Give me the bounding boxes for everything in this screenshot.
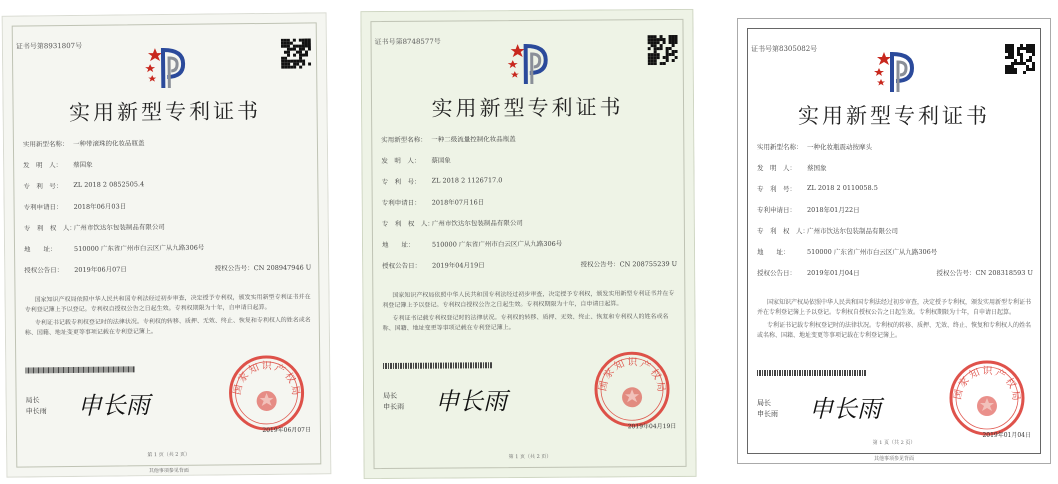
certificate-fields: [381, 133, 681, 282]
field-value: ZL 2018 2 0852505.4: [73, 180, 145, 189]
cnipa-logo-icon: [503, 40, 551, 88]
field-row: [757, 268, 1037, 277]
svg-text:国家知识产权局: 国家知识产权局: [232, 360, 302, 398]
field-row: [757, 184, 1037, 193]
field-row: [381, 133, 680, 144]
field-label: 地 址：: [757, 248, 790, 256]
barcode-icon: [383, 362, 493, 369]
field-value: 蔡国象: [807, 164, 827, 172]
bureau-director: [383, 391, 404, 413]
field-label: 专 利 权 人：: [381, 219, 434, 229]
certificate-number: 证书号第8931807号: [15, 41, 83, 51]
patent-certificate-2: [360, 9, 696, 479]
director-title: 局长: [757, 399, 771, 407]
field-label: 发 明 人：: [23, 161, 63, 170]
field-label: 专 利 号：: [757, 185, 796, 193]
field-value: 广州市饮达尔包装制品有限公司: [73, 223, 165, 232]
field-value: ZL 2018 2 0110058.5: [807, 184, 878, 192]
svg-text:申长雨: 申长雨: [77, 391, 150, 420]
field-row: [381, 154, 680, 165]
svg-text:国家知识产权局: 国家知识产权局: [597, 357, 667, 395]
certificate-title: 实用新型专利证书: [431, 95, 624, 121]
director-title: 局长: [25, 396, 40, 405]
barcode-icon: [25, 366, 135, 373]
director-signature: [433, 382, 523, 417]
certificate-fields: [23, 136, 316, 286]
seal-date: 2019年01月04日: [982, 432, 1031, 439]
field-row: [24, 262, 315, 274]
svg-text:申长雨: 申长雨: [809, 395, 881, 423]
director-name: 申长雨: [383, 402, 405, 412]
field-row: [24, 241, 315, 253]
cnipa-logo-icon: [140, 44, 189, 93]
field-label: 专 利 权 人：: [757, 227, 809, 235]
field-value: 2018年06月03日: [73, 202, 127, 211]
certificate-title: 实用新型专利证书: [68, 99, 262, 126]
field-label: 授权公告日：: [757, 269, 796, 277]
seal-date: 2019年06月07日: [262, 426, 311, 435]
qr-code-icon: [648, 35, 678, 65]
field-row: [757, 247, 1037, 256]
field-row: [24, 199, 315, 211]
bureau-director: [757, 398, 778, 420]
field-label: 专利申请日：: [23, 203, 63, 212]
field-value: 510000 广东省广州市白云区广从九路306号: [807, 248, 938, 256]
body-paragraph: 专利证书记载专利权登记时的法律状况。专利权的转移、质押、无效、终止、恢复和专利权人的姓名或名称、国籍、地址变更等事项记载在专利登记簿上。: [382, 313, 669, 333]
field-label: 专利申请日：: [381, 198, 421, 208]
field-label: 实用新型名称：: [22, 140, 69, 149]
field-row: [757, 142, 1037, 151]
field-label: 专利申请日：: [757, 206, 796, 214]
bureau-director: [26, 395, 47, 417]
director-title: 局长: [383, 391, 398, 401]
field-value: 蔡国象: [73, 160, 93, 169]
body-paragraph: 国家知识产权局依照中华人民共和国专利法经过初步审查，决定授予专利权，颁发实用新型专利证书并在专利登记簿上予以登记。专利权自授权公告之日起生效。专利权期限为十年，自申请日起算。: [757, 299, 1032, 316]
footnote: 其他事项参见背面: [873, 456, 914, 462]
field-value: 广州市饮达尔包装制品有限公司: [431, 219, 523, 228]
field-value: 一种二级流量控制化妆品瓶盖: [431, 135, 516, 144]
field-label: 发 明 人：: [381, 156, 421, 166]
field-label: 授权公告日：: [382, 261, 422, 271]
certificate-body-text: [382, 289, 677, 337]
body-paragraph: 专利证书记载专利权登记时的法律状况。专利权的转移、质押、无效、终止、恢复和专利权人的姓名或名称、国籍、地址变更等事项记载在专利登记簿上。: [757, 322, 1032, 339]
director-signature: [807, 390, 897, 424]
body-paragraph: 国家知识产权局依照中华人民共和国专利法经过初步审查，决定授予专利权，颁发实用新型专利证书并在专利登记簿上予以登记。专利权自授权公告之日起生效。专利权期限为十年，自申请日起算。: [24, 293, 311, 314]
field-label: 实用新型名称：: [381, 135, 427, 145]
field-value: 2018年07月16日: [431, 198, 485, 207]
certificate-number: 证书号第8748577号: [374, 37, 441, 47]
certificate-number: 证书号第8305082号: [751, 45, 818, 53]
certificate-fields: [757, 142, 1037, 289]
official-seal-icon: [592, 349, 673, 430]
field-value: ZL 2018 2 1126717.0: [431, 176, 503, 185]
field-value: 一种带滚珠的化妆品瓶盖: [72, 139, 145, 148]
field-row: [23, 136, 314, 148]
field-row: [382, 217, 681, 228]
page-number: 第 1 页（共 2 页）: [508, 453, 552, 461]
field-label: 实用新型名称：: [757, 143, 803, 151]
field-value: 510000 广东省广州市白云区广从九路306号: [431, 239, 563, 249]
director-name: 申长雨: [757, 410, 778, 418]
field-row: [382, 259, 681, 270]
field-value: 蔡国象: [431, 156, 451, 165]
barcode-icon: [757, 370, 867, 376]
field-label: 地 址：: [381, 240, 415, 250]
field-label: 授权公告日：: [24, 266, 64, 275]
seal-date: 2019年04月19日: [627, 422, 677, 431]
certificate-title: 实用新型专利证书: [798, 104, 990, 128]
official-seal-icon: [947, 358, 1027, 438]
svg-text:申长雨: 申长雨: [435, 387, 508, 416]
field-label: 专 利 权 人：: [23, 223, 76, 233]
body-paragraph: 专利证书记载专利权登记时的法律状况。专利权的转移、质押、无效、终止、恢复和专利权人的姓名或名称、国籍、地址变更等事项记载在专利登记簿上。: [24, 316, 311, 337]
official-seal-icon: [226, 353, 307, 434]
field-value: 广州市饮达尔包装制品有限公司: [807, 227, 898, 235]
field-label: 专 利 号：: [381, 177, 421, 187]
field-value: 510000 广东省广州市白云区广从九路306号: [73, 243, 205, 253]
field-label: 发 明 人：: [757, 164, 796, 172]
director-signature: [75, 386, 165, 421]
field-value-secondary: 授权公告号：CN 208755239 U: [580, 259, 678, 269]
patent-certificate-1: [2, 12, 332, 477]
field-row: [757, 163, 1037, 172]
cnipa-logo-icon: [870, 48, 918, 96]
field-row: [382, 175, 681, 186]
page-number: 第 1 页（共 2 页）: [872, 440, 916, 446]
field-row: [757, 226, 1037, 235]
field-row: [757, 205, 1037, 214]
field-label: 地 址：: [23, 245, 57, 254]
field-value: 2019年01月04日: [807, 269, 860, 277]
director-name: 申长雨: [25, 407, 47, 416]
body-paragraph: 国家知识产权局依照中华人民共和国专利法经过初步审查，决定授予专利权，颁发实用新型专利证书并在专利登记簿上予以登记。专利权自授权公告之日起生效。专利权期限为十年，自申请日起算。: [382, 289, 675, 310]
field-label: 专 利 号：: [23, 182, 63, 191]
field-row: [24, 220, 315, 232]
field-value: 2019年04月19日: [432, 261, 485, 270]
qr-code-icon: [1005, 44, 1035, 74]
field-value-secondary: 授权公告号：CN 208947946 U: [214, 263, 312, 273]
footnote: 其他事项参见背面: [148, 467, 189, 475]
field-value-secondary: 授权公告号：CN 208318593 U: [936, 269, 1033, 277]
field-row: [382, 238, 681, 249]
field-value: 2019年06月07日: [74, 265, 127, 274]
certificate-body-text: [25, 292, 312, 341]
certificate-body-text: [757, 298, 1033, 344]
svg-text:国家知识产权局: 国家知识产权局: [952, 365, 1022, 404]
field-value: 2018年01月22日: [807, 206, 860, 214]
field-row: [23, 178, 314, 190]
patent-certificate-3: [737, 18, 1051, 464]
page-number: 第 1 页（共 2 页）: [147, 451, 191, 459]
field-row: [23, 157, 314, 169]
qr-code-icon: [281, 38, 311, 68]
field-row: [382, 196, 681, 207]
field-value: 一种化妆瓶震动按摩头: [807, 143, 872, 151]
